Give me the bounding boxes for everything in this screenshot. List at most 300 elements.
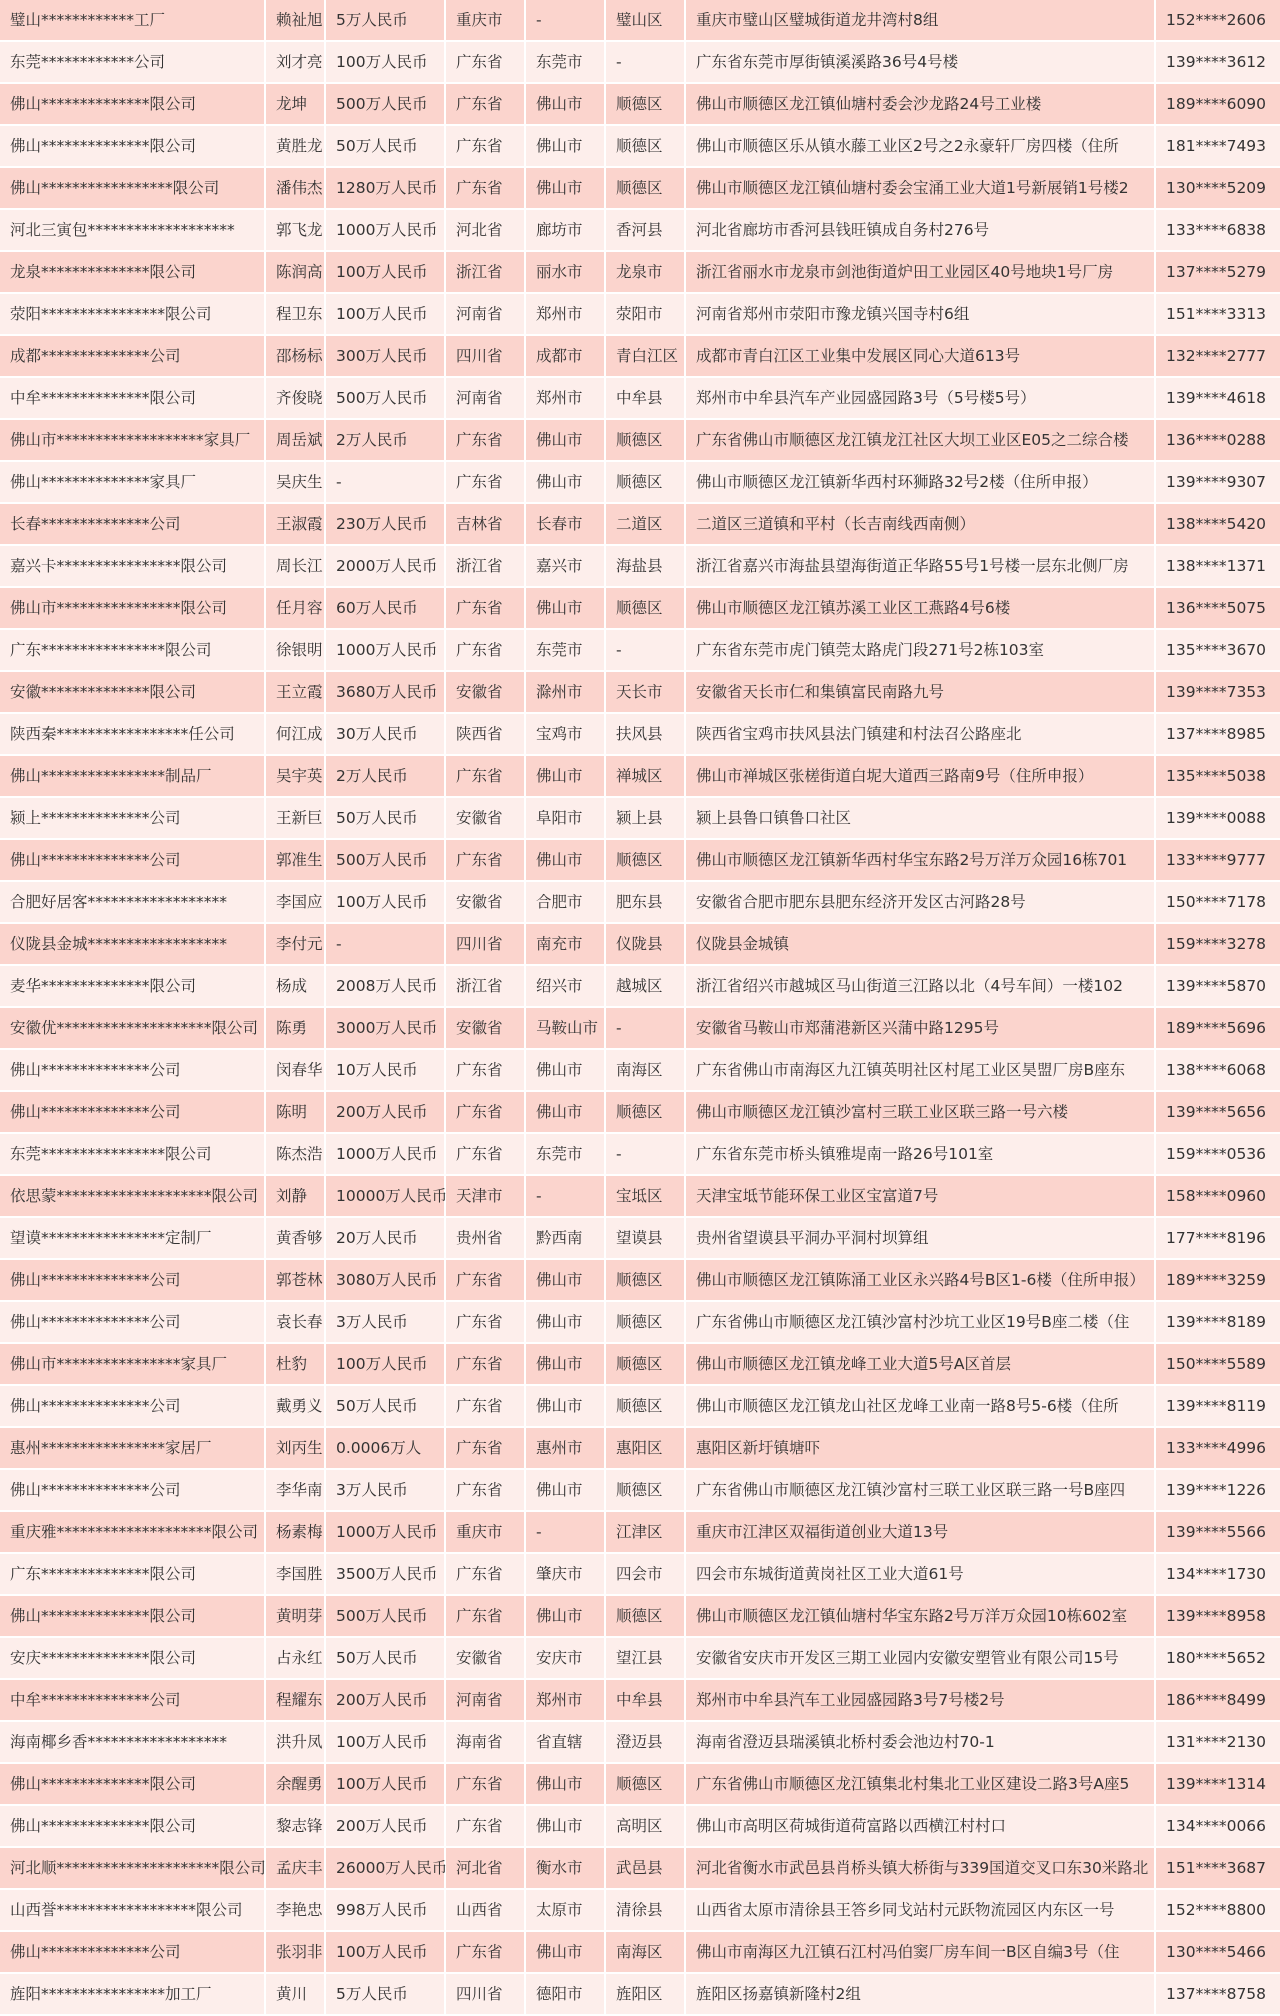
district-cell: 禅城区 (605, 755, 685, 797)
province-cell: 安徽省 (445, 797, 525, 839)
address-cell: 重庆市璧山区璧城街道龙井湾村8组 (685, 0, 1155, 41)
district-cell: 扶风县 (605, 713, 685, 755)
district-cell: 顺德区 (605, 419, 685, 461)
phone-cell: 152****2606 (1155, 0, 1280, 41)
legal-rep-cell: 余醒勇 (265, 1763, 325, 1805)
table-row (0, 1091, 1280, 1133)
district-cell: 惠阳区 (605, 1427, 685, 1469)
registered-capital-cell: 2万人民币 (325, 755, 445, 797)
phone-cell: 139****8119 (1155, 1385, 1280, 1427)
address-cell: 佛山市高明区荷城街道荷富路以西横江村村口 (685, 1805, 1155, 1847)
table-row (0, 755, 1280, 797)
registered-capital-cell: 0.0006万人 (325, 1427, 445, 1469)
legal-rep-cell: 李国胜 (265, 1553, 325, 1595)
table-row (0, 293, 1280, 335)
table-row (0, 1049, 1280, 1091)
registered-capital-cell: 230万人民币 (325, 503, 445, 545)
phone-cell: 139****5656 (1155, 1091, 1280, 1133)
registered-capital-cell: 26000万人民币 (325, 1847, 445, 1889)
legal-rep-cell: 徐银明 (265, 629, 325, 671)
legal-rep-cell: 戴勇义 (265, 1385, 325, 1427)
phone-cell: 132****2777 (1155, 335, 1280, 377)
registered-capital-cell: 1000万人民币 (325, 629, 445, 671)
registered-capital-cell: - (325, 461, 445, 503)
phone-cell: 133****4996 (1155, 1427, 1280, 1469)
province-cell: 广东省 (445, 1385, 525, 1427)
legal-rep-cell: 刘静 (265, 1175, 325, 1217)
company-name-cell: 中牟**************限公司 (0, 377, 265, 419)
registered-capital-cell: 500万人民币 (325, 377, 445, 419)
company-name-cell: 安徽优********************限公司 (0, 1007, 265, 1049)
province-cell: 广东省 (445, 1427, 525, 1469)
address-cell: 安徽省安庆市开发区三期工业园内安徽安塑管业有限公司15号 (685, 1637, 1155, 1679)
table-row (0, 1973, 1280, 2015)
address-cell: 佛山市顺德区龙江镇龙峰工业大道5号A区首层 (685, 1343, 1155, 1385)
company-name-cell: 佛山**************公司 (0, 1931, 265, 1973)
registered-capital-cell: 5万人民币 (325, 1973, 445, 2015)
phone-cell: 181****7493 (1155, 125, 1280, 167)
legal-rep-cell: 任月容 (265, 587, 325, 629)
phone-cell: 158****0960 (1155, 1175, 1280, 1217)
address-cell: 二道区三道镇和平村（长吉南线西南侧） (685, 503, 1155, 545)
city-cell: - (525, 1511, 605, 1553)
registered-capital-cell: 10000万人民币 (325, 1175, 445, 1217)
phone-cell: 134****1730 (1155, 1553, 1280, 1595)
address-cell: 惠阳区新圩镇塘吓 (685, 1427, 1155, 1469)
legal-rep-cell: 刘丙生 (265, 1427, 325, 1469)
address-cell: 安徽省天长市仁和集镇富民南路九号 (685, 671, 1155, 713)
district-cell: 香河县 (605, 209, 685, 251)
district-cell: 顺德区 (605, 461, 685, 503)
district-cell: 旌阳区 (605, 1973, 685, 2015)
registered-capital-cell: 100万人民币 (325, 1721, 445, 1763)
phone-cell: 138****5420 (1155, 503, 1280, 545)
phone-cell: 189****6090 (1155, 83, 1280, 125)
registered-capital-cell: 100万人民币 (325, 251, 445, 293)
registered-capital-cell: 300万人民币 (325, 335, 445, 377)
registered-capital-cell: 1000万人民币 (325, 1511, 445, 1553)
address-cell: 贵州省望谟县平洞办平洞村坝算组 (685, 1217, 1155, 1259)
city-cell: 合肥市 (525, 881, 605, 923)
city-cell: 滁州市 (525, 671, 605, 713)
phone-cell: 139****8189 (1155, 1301, 1280, 1343)
phone-cell: 180****5652 (1155, 1637, 1280, 1679)
city-cell: - (525, 0, 605, 41)
legal-rep-cell: 黄明芽 (265, 1595, 325, 1637)
city-cell: 宝鸡市 (525, 713, 605, 755)
table-row (0, 1889, 1280, 1931)
phone-cell: 135****3670 (1155, 629, 1280, 671)
city-cell: 郑州市 (525, 377, 605, 419)
phone-cell: 186****8499 (1155, 1679, 1280, 1721)
table-row (0, 671, 1280, 713)
province-cell: 山西省 (445, 1889, 525, 1931)
registered-capital-cell: 50万人民币 (325, 1637, 445, 1679)
table-row (0, 209, 1280, 251)
legal-rep-cell: 何江成 (265, 713, 325, 755)
city-cell: 太原市 (525, 1889, 605, 1931)
table-row (0, 1763, 1280, 1805)
legal-rep-cell: 孟庆丰 (265, 1847, 325, 1889)
address-cell: 浙江省绍兴市越城区马山街道三江路以北（4号车间）一楼102 (685, 965, 1155, 1007)
registered-capital-cell: 100万人民币 (325, 1931, 445, 1973)
address-cell: 佛山市顺德区龙江镇龙山社区龙峰工业南一路8号5-6楼（住所 (685, 1385, 1155, 1427)
province-cell: 广东省 (445, 461, 525, 503)
phone-cell: 189****3259 (1155, 1259, 1280, 1301)
legal-rep-cell: 李艳忠 (265, 1889, 325, 1931)
registered-capital-cell: 200万人民币 (325, 1679, 445, 1721)
district-cell: - (605, 1007, 685, 1049)
city-cell: 郑州市 (525, 293, 605, 335)
city-cell: 郑州市 (525, 1679, 605, 1721)
table-row (0, 1721, 1280, 1763)
address-cell: 广东省东莞市厚街镇溪溪路36号4号楼 (685, 41, 1155, 83)
district-cell: 顺德区 (605, 1385, 685, 1427)
table-row (0, 1511, 1280, 1553)
phone-cell: 151****3313 (1155, 293, 1280, 335)
city-cell: 佛山市 (525, 1301, 605, 1343)
table-row (0, 1469, 1280, 1511)
city-cell: 佛山市 (525, 839, 605, 881)
registered-capital-cell: 1000万人民币 (325, 209, 445, 251)
district-cell: - (605, 1133, 685, 1175)
company-name-cell: 望谟****************定制厂 (0, 1217, 265, 1259)
city-cell: 东莞市 (525, 1133, 605, 1175)
district-cell: 顺德区 (605, 125, 685, 167)
province-cell: 安徽省 (445, 881, 525, 923)
province-cell: 广东省 (445, 1763, 525, 1805)
province-cell: 广东省 (445, 167, 525, 209)
table-row (0, 1595, 1280, 1637)
table-row (0, 1931, 1280, 1973)
address-cell: 佛山市南海区九江镇石江村冯伯窦厂房车间一B区自编3号（住 (685, 1931, 1155, 1973)
company-name-cell: 长春**************公司 (0, 503, 265, 545)
province-cell: 广东省 (445, 1931, 525, 1973)
province-cell: 广东省 (445, 1469, 525, 1511)
address-cell: 佛山市顺德区龙江镇苏溪工业区工燕路4号6楼 (685, 587, 1155, 629)
city-cell: 佛山市 (525, 1259, 605, 1301)
registered-capital-cell: 500万人民币 (325, 839, 445, 881)
address-cell: 海南省澄迈县瑞溪镇北桥村委会池边村70-1 (685, 1721, 1155, 1763)
table-row (0, 419, 1280, 461)
district-cell: 颍上县 (605, 797, 685, 839)
legal-rep-cell: 吴宇英 (265, 755, 325, 797)
province-cell: 广东省 (445, 83, 525, 125)
company-name-cell: 河北三寅包******************* (0, 209, 265, 251)
address-cell: 佛山市顺德区乐从镇水藤工业区2号之2永豪轩厂房四楼（住所 (685, 125, 1155, 167)
legal-rep-cell: 齐俊晓 (265, 377, 325, 419)
registered-capital-cell: 100万人民币 (325, 1343, 445, 1385)
table-row (0, 167, 1280, 209)
address-cell: 佛山市顺德区龙江镇仙塘村委会宝涌工业大道1号新展销1号楼2 (685, 167, 1155, 209)
district-cell: 仪陇县 (605, 923, 685, 965)
province-cell: 广东省 (445, 1595, 525, 1637)
table-row (0, 965, 1280, 1007)
province-cell: 安徽省 (445, 1007, 525, 1049)
province-cell: 重庆市 (445, 1511, 525, 1553)
district-cell: 顺德区 (605, 1343, 685, 1385)
district-cell: 顺德区 (605, 83, 685, 125)
district-cell: 顺德区 (605, 1259, 685, 1301)
company-name-cell: 佛山**************公司 (0, 1049, 265, 1091)
address-cell: 成都市青白江区工业集中发展区同心大道613号 (685, 335, 1155, 377)
registered-capital-cell: 100万人民币 (325, 881, 445, 923)
city-cell: 衡水市 (525, 1847, 605, 1889)
city-cell: 佛山市 (525, 125, 605, 167)
district-cell: 越城区 (605, 965, 685, 1007)
address-cell: 安徽省合肥市肥东县肥东经济开发区古河路28号 (685, 881, 1155, 923)
city-cell: 佛山市 (525, 1343, 605, 1385)
address-cell: 郑州市中牟县汽车工业园盛园路3号7号楼2号 (685, 1679, 1155, 1721)
registered-capital-cell: 50万人民币 (325, 797, 445, 839)
city-cell: 佛山市 (525, 1595, 605, 1637)
province-cell: 广东省 (445, 41, 525, 83)
company-name-cell: 佛山**************家具厂 (0, 461, 265, 503)
city-cell: 东莞市 (525, 629, 605, 671)
city-cell: - (525, 1175, 605, 1217)
province-cell: 广东省 (445, 1301, 525, 1343)
table-row (0, 1679, 1280, 1721)
registered-capital-cell: 3680万人民币 (325, 671, 445, 713)
company-name-cell: 合肥好居客****************** (0, 881, 265, 923)
district-cell: 天长市 (605, 671, 685, 713)
city-cell: 佛山市 (525, 83, 605, 125)
table-row (0, 1007, 1280, 1049)
table-row (0, 83, 1280, 125)
city-cell: 阜阳市 (525, 797, 605, 839)
address-cell: 佛山市顺德区龙江镇新华西村华宝东路2号万洋万众园16栋701 (685, 839, 1155, 881)
phone-cell: 139****5870 (1155, 965, 1280, 1007)
phone-cell: 139****0088 (1155, 797, 1280, 839)
city-cell: 惠州市 (525, 1427, 605, 1469)
phone-cell: 136****0288 (1155, 419, 1280, 461)
city-cell: 肇庆市 (525, 1553, 605, 1595)
legal-rep-cell: 杜豹 (265, 1343, 325, 1385)
city-cell: 成都市 (525, 335, 605, 377)
province-cell: 广东省 (445, 839, 525, 881)
province-cell: 广东省 (445, 1343, 525, 1385)
table-row (0, 1259, 1280, 1301)
registered-capital-cell: 50万人民币 (325, 125, 445, 167)
phone-cell: 152****8800 (1155, 1889, 1280, 1931)
legal-rep-cell: 刘才亮 (265, 41, 325, 83)
city-cell: 嘉兴市 (525, 545, 605, 587)
table-row (0, 1847, 1280, 1889)
registered-capital-cell: 10万人民币 (325, 1049, 445, 1091)
province-cell: 浙江省 (445, 251, 525, 293)
registered-capital-cell: 1280万人民币 (325, 167, 445, 209)
province-cell: 四川省 (445, 1973, 525, 2015)
phone-cell: 151****3687 (1155, 1847, 1280, 1889)
city-cell: 廊坊市 (525, 209, 605, 251)
company-name-cell: 佛山**************公司 (0, 1301, 265, 1343)
address-cell: 颍上县鲁口镇鲁口社区 (685, 797, 1155, 839)
address-cell: 天津宝坻节能环保工业区宝富道7号 (685, 1175, 1155, 1217)
legal-rep-cell: 陈明 (265, 1091, 325, 1133)
company-name-cell: 东莞************公司 (0, 41, 265, 83)
legal-rep-cell: 陈勇 (265, 1007, 325, 1049)
company-name-cell: 龙泉**************限公司 (0, 251, 265, 293)
legal-rep-cell: 陈杰浩 (265, 1133, 325, 1175)
phone-cell: 137****5279 (1155, 251, 1280, 293)
city-cell: 佛山市 (525, 1385, 605, 1427)
company-name-cell: 荥阳****************限公司 (0, 293, 265, 335)
legal-rep-cell: 王淑霞 (265, 503, 325, 545)
phone-cell: 130****5209 (1155, 167, 1280, 209)
province-cell: 广东省 (445, 419, 525, 461)
district-cell: 龙泉市 (605, 251, 685, 293)
legal-rep-cell: 程卫东 (265, 293, 325, 335)
phone-cell: 138****6068 (1155, 1049, 1280, 1091)
district-cell: 南海区 (605, 1931, 685, 1973)
address-cell: 河北省衡水市武邑县肖桥头镇大桥街与339国道交叉口东30米路北 (685, 1847, 1155, 1889)
registered-capital-cell: 20万人民币 (325, 1217, 445, 1259)
legal-rep-cell: 杨素梅 (265, 1511, 325, 1553)
address-cell: 广东省东莞市虎门镇莞太路虎门段271号2栋103室 (685, 629, 1155, 671)
company-name-cell: 佛山市****************家具厂 (0, 1343, 265, 1385)
province-cell: 四川省 (445, 923, 525, 965)
district-cell: 肥东县 (605, 881, 685, 923)
district-cell: 高明区 (605, 1805, 685, 1847)
district-cell: 澄迈县 (605, 1721, 685, 1763)
company-name-cell: 安徽**************限公司 (0, 671, 265, 713)
city-cell: 绍兴市 (525, 965, 605, 1007)
phone-cell: 131****2130 (1155, 1721, 1280, 1763)
province-cell: 广东省 (445, 587, 525, 629)
company-name-cell: 山西誉******************限公司 (0, 1889, 265, 1931)
district-cell: 顺德区 (605, 1091, 685, 1133)
city-cell: 佛山市 (525, 1049, 605, 1091)
district-cell: 南海区 (605, 1049, 685, 1091)
province-cell: 广东省 (445, 1805, 525, 1847)
table-row (0, 629, 1280, 671)
table-row (0, 1133, 1280, 1175)
city-cell: 黔西南 (525, 1217, 605, 1259)
registered-capital-cell: 3500万人民币 (325, 1553, 445, 1595)
city-cell: 佛山市 (525, 587, 605, 629)
registered-capital-cell: 998万人民币 (325, 1889, 445, 1931)
phone-cell: 177****8196 (1155, 1217, 1280, 1259)
address-cell: 四会市东城街道黄岗社区工业大道61号 (685, 1553, 1155, 1595)
city-cell: 马鞍山市 (525, 1007, 605, 1049)
address-cell: 河南省郑州市荥阳市豫龙镇兴国寺村6组 (685, 293, 1155, 335)
registered-capital-cell: 60万人民币 (325, 587, 445, 629)
registered-capital-cell: 2008万人民币 (325, 965, 445, 1007)
company-name-cell: 佛山**************公司 (0, 1259, 265, 1301)
address-cell: 佛山市顺德区龙江镇新华西村环狮路32号2楼（住所申报） (685, 461, 1155, 503)
legal-rep-cell: 张羽非 (265, 1931, 325, 1973)
province-cell: 陕西省 (445, 713, 525, 755)
registered-capital-cell: 2000万人民币 (325, 545, 445, 587)
phone-cell: 150****7178 (1155, 881, 1280, 923)
address-cell: 广东省佛山市南海区九江镇英明社区村尾工业区昊盟厂房B座东 (685, 1049, 1155, 1091)
district-cell: 宝坻区 (605, 1175, 685, 1217)
legal-rep-cell: 王立霞 (265, 671, 325, 713)
province-cell: 广东省 (445, 125, 525, 167)
phone-cell: 139****4618 (1155, 377, 1280, 419)
phone-cell: 133****6838 (1155, 209, 1280, 251)
registered-capital-cell: 100万人民币 (325, 293, 445, 335)
province-cell: 河北省 (445, 1847, 525, 1889)
company-name-cell: 佛山**************限公司 (0, 1763, 265, 1805)
city-cell: 东莞市 (525, 41, 605, 83)
city-cell: 佛山市 (525, 1469, 605, 1511)
address-cell: 旌阳区扬嘉镇新隆村2组 (685, 1973, 1155, 2015)
table-row (0, 1385, 1280, 1427)
district-cell: 青白江区 (605, 335, 685, 377)
phone-cell: 159****3278 (1155, 923, 1280, 965)
province-cell: 河南省 (445, 377, 525, 419)
company-name-cell: 佛山**************公司 (0, 839, 265, 881)
company-name-cell: 璧山************工厂 (0, 0, 265, 41)
address-cell: 佛山市禅城区张槎街道白坭大道西三路南9号（住所申报） (685, 755, 1155, 797)
city-cell: 安庆市 (525, 1637, 605, 1679)
registered-capital-cell: 200万人民币 (325, 1805, 445, 1847)
legal-rep-cell: 赖祉旭 (265, 0, 325, 41)
district-cell: 顺德区 (605, 839, 685, 881)
district-cell: 中牟县 (605, 377, 685, 419)
legal-rep-cell: 周岳斌 (265, 419, 325, 461)
district-cell: 荥阳市 (605, 293, 685, 335)
company-name-cell: 广东**************限公司 (0, 1553, 265, 1595)
table-row (0, 335, 1280, 377)
table-row (0, 1217, 1280, 1259)
province-cell: 广东省 (445, 629, 525, 671)
district-cell: 顺德区 (605, 1763, 685, 1805)
province-cell: 河北省 (445, 209, 525, 251)
table-row (0, 545, 1280, 587)
address-cell: 广东省东莞市桥头镇雅堤南一路26号101室 (685, 1133, 1155, 1175)
phone-cell: 139****8958 (1155, 1595, 1280, 1637)
table-row (0, 1343, 1280, 1385)
phone-cell: 134****0066 (1155, 1805, 1280, 1847)
city-cell: 佛山市 (525, 419, 605, 461)
province-cell: 广东省 (445, 1091, 525, 1133)
company-name-cell: 海南椰乡香****************** (0, 1721, 265, 1763)
district-cell: - (605, 41, 685, 83)
company-name-cell: 中牟**************公司 (0, 1679, 265, 1721)
table-row (0, 881, 1280, 923)
company-name-cell: 嘉兴卡****************限公司 (0, 545, 265, 587)
company-name-cell: 东莞****************限公司 (0, 1133, 265, 1175)
table-row (0, 587, 1280, 629)
company-name-cell: 仪陇县金城****************** (0, 923, 265, 965)
phone-cell: 137****8758 (1155, 1973, 1280, 2015)
company-name-cell: 重庆雅********************限公司 (0, 1511, 265, 1553)
city-cell: 省直辖 (525, 1721, 605, 1763)
company-name-cell: 麦华**************限公司 (0, 965, 265, 1007)
address-cell: 山西省太原市清徐县王答乡同戈站村元跃物流园区内东区一号 (685, 1889, 1155, 1931)
city-cell: 丽水市 (525, 251, 605, 293)
phone-cell: 189****5696 (1155, 1007, 1280, 1049)
province-cell: 广东省 (445, 1049, 525, 1091)
district-cell: 望谟县 (605, 1217, 685, 1259)
table-row (0, 0, 1280, 41)
address-cell: 广东省佛山市顺德区龙江镇集北村集北工业区建设二路3号A座5 (685, 1763, 1155, 1805)
company-name-cell: 河北顺*********************限公司 (0, 1847, 265, 1889)
province-cell: 浙江省 (445, 965, 525, 1007)
legal-rep-cell: 王新巨 (265, 797, 325, 839)
legal-rep-cell: 闵春华 (265, 1049, 325, 1091)
registered-capital-cell: 3000万人民币 (325, 1007, 445, 1049)
legal-rep-cell: 李国应 (265, 881, 325, 923)
legal-rep-cell: 龙坤 (265, 83, 325, 125)
district-cell: 顺德区 (605, 1301, 685, 1343)
company-name-cell: 成都**************公司 (0, 335, 265, 377)
city-cell: 佛山市 (525, 1763, 605, 1805)
phone-cell: 137****8985 (1155, 713, 1280, 755)
province-cell: 河南省 (445, 1679, 525, 1721)
